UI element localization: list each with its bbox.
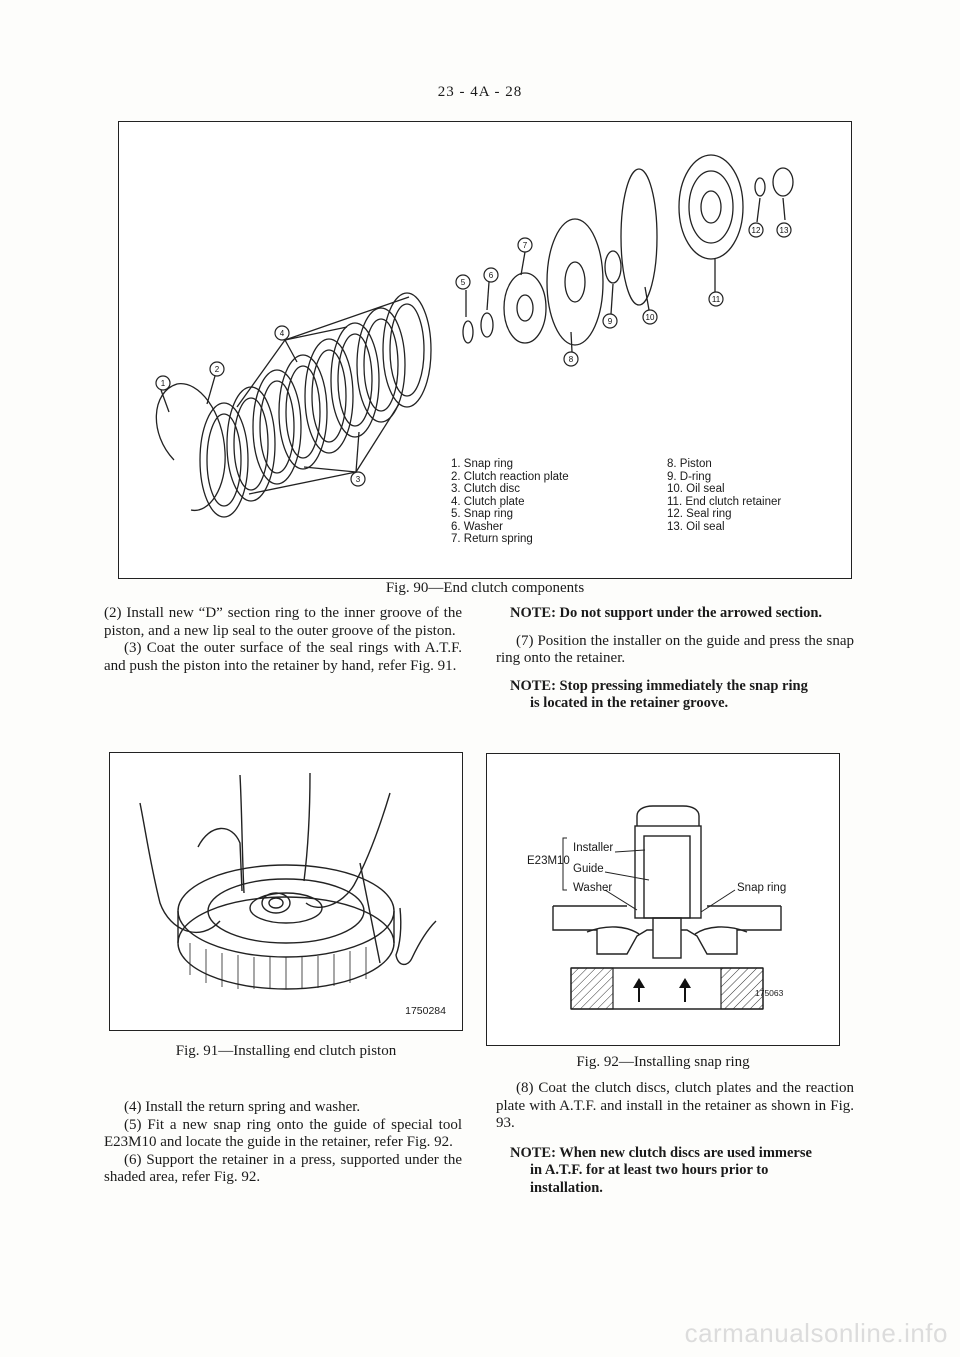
step-8-text: (8) Coat the clutch discs, clutch plates and the reaction plate with A.T.F. and install in the retainer as shown in Fig. 93. bbox=[496, 1080, 854, 1131]
legend-item: 6. Washer bbox=[451, 520, 503, 533]
legend-item: 2. Clutch reaction plate bbox=[451, 470, 569, 483]
figure-92-box bbox=[486, 753, 840, 1046]
callout-12: 12 bbox=[751, 226, 761, 235]
legend-item: 10. Oil seal bbox=[667, 483, 725, 495]
tool-number-label: E23M10 bbox=[527, 855, 570, 867]
callout-4: 4 bbox=[279, 329, 285, 338]
lower-left-text bbox=[104, 1099, 462, 1187]
washer-label: Washer bbox=[573, 882, 613, 894]
legend-item: 9. D-ring bbox=[667, 470, 712, 483]
legend-item: 13. Oil seal bbox=[667, 520, 725, 533]
installer-label: Installer bbox=[573, 842, 614, 854]
callout-10: 10 bbox=[645, 313, 655, 322]
right-column-text bbox=[496, 605, 854, 713]
callout-2: 2 bbox=[214, 365, 220, 374]
note-stop-pressing bbox=[496, 678, 854, 713]
note-line: is located in the retainer groove. bbox=[530, 695, 729, 711]
callout-11: 11 bbox=[711, 295, 721, 304]
legend-right bbox=[667, 458, 781, 533]
step-3-text: (3) Coat the outer surface of the seal rings with A.T.F. and push the piston into the retainer by hand, refer Fig. 91. bbox=[104, 640, 462, 674]
callout-13: 13 bbox=[779, 226, 789, 235]
legend-left bbox=[451, 458, 569, 546]
note-line: NOTE: When new clutch discs are used immerse bbox=[510, 1144, 812, 1161]
page-number: 23 - 4A - 28 bbox=[437, 84, 523, 100]
guide-label: Guide bbox=[573, 863, 604, 875]
left-column-text bbox=[104, 605, 462, 675]
legend-item: 7. Return spring bbox=[451, 533, 533, 545]
step-6-text: (6) Support the retainer in a press, supported under the shaded area, refer Fig. 92. bbox=[104, 1151, 462, 1185]
figure-92-caption: Fig. 92—Installing snap ring bbox=[576, 1054, 750, 1070]
legend-item: 8. Piston bbox=[667, 458, 712, 470]
callout-7: 7 bbox=[522, 241, 528, 250]
figure-90-box bbox=[118, 121, 852, 579]
legend-item: 4. Clutch plate bbox=[451, 495, 525, 508]
step-4-text: (4) Install the return spring and washer. bbox=[124, 1099, 361, 1115]
legend-item: 1. Snap ring bbox=[451, 458, 514, 470]
figure-91-box bbox=[109, 752, 463, 1031]
legend-item: 3. Clutch disc bbox=[451, 483, 521, 495]
step-5-text: (5) Fit a new snap ring onto the guide of special tool E23M10 and locate the guide in the retainer, refer Fig. 92. bbox=[104, 1116, 462, 1150]
step-2-text: (2) Install new “D” section ring to the inner groove of the piston, and a new lip seal to the outer groove of the piston. bbox=[104, 605, 462, 639]
lower-right-text bbox=[496, 1080, 854, 1197]
installing-piston-illustration bbox=[110, 753, 462, 1030]
callout-1: 1 bbox=[160, 379, 166, 388]
callout-3: 3 bbox=[355, 475, 361, 484]
figure-92-code: 175063 bbox=[755, 988, 784, 998]
figure-90-caption: Fig. 90—End clutch components bbox=[385, 580, 585, 596]
snap-ring-installation-diagram bbox=[487, 754, 839, 1045]
clutch-plate-stack bbox=[200, 293, 431, 517]
callout-6: 6 bbox=[488, 271, 494, 280]
figure-91-code: 1750284 bbox=[405, 1005, 446, 1017]
callout-5: 5 bbox=[460, 278, 466, 287]
note-new-clutch-discs bbox=[496, 1145, 854, 1198]
legend-item: 11. End clutch retainer bbox=[667, 495, 782, 508]
note-line: installation. bbox=[530, 1179, 603, 1196]
figure-91-caption: Fig. 91—Installing end clutch piston bbox=[175, 1043, 397, 1059]
callout-8: 8 bbox=[568, 355, 574, 364]
snap-ring-label: Snap ring bbox=[737, 882, 787, 894]
note-line: NOTE: Stop pressing immediately the snap ring bbox=[510, 677, 808, 694]
note-arrowed-section: NOTE: Do not support under the arrowed section. bbox=[510, 605, 823, 621]
note-line: in A.T.F. for at least two hours prior to bbox=[530, 1162, 769, 1178]
step-7-text: (7) Position the installer on the guide and press the snap ring onto the retainer. bbox=[496, 632, 854, 666]
footer-watermark: carmanualsonline.info bbox=[684, 1318, 948, 1348]
legend-item: 12. Seal ring bbox=[667, 508, 732, 520]
callout-9: 9 bbox=[607, 317, 613, 326]
legend-item: 5. Snap ring bbox=[451, 508, 514, 520]
